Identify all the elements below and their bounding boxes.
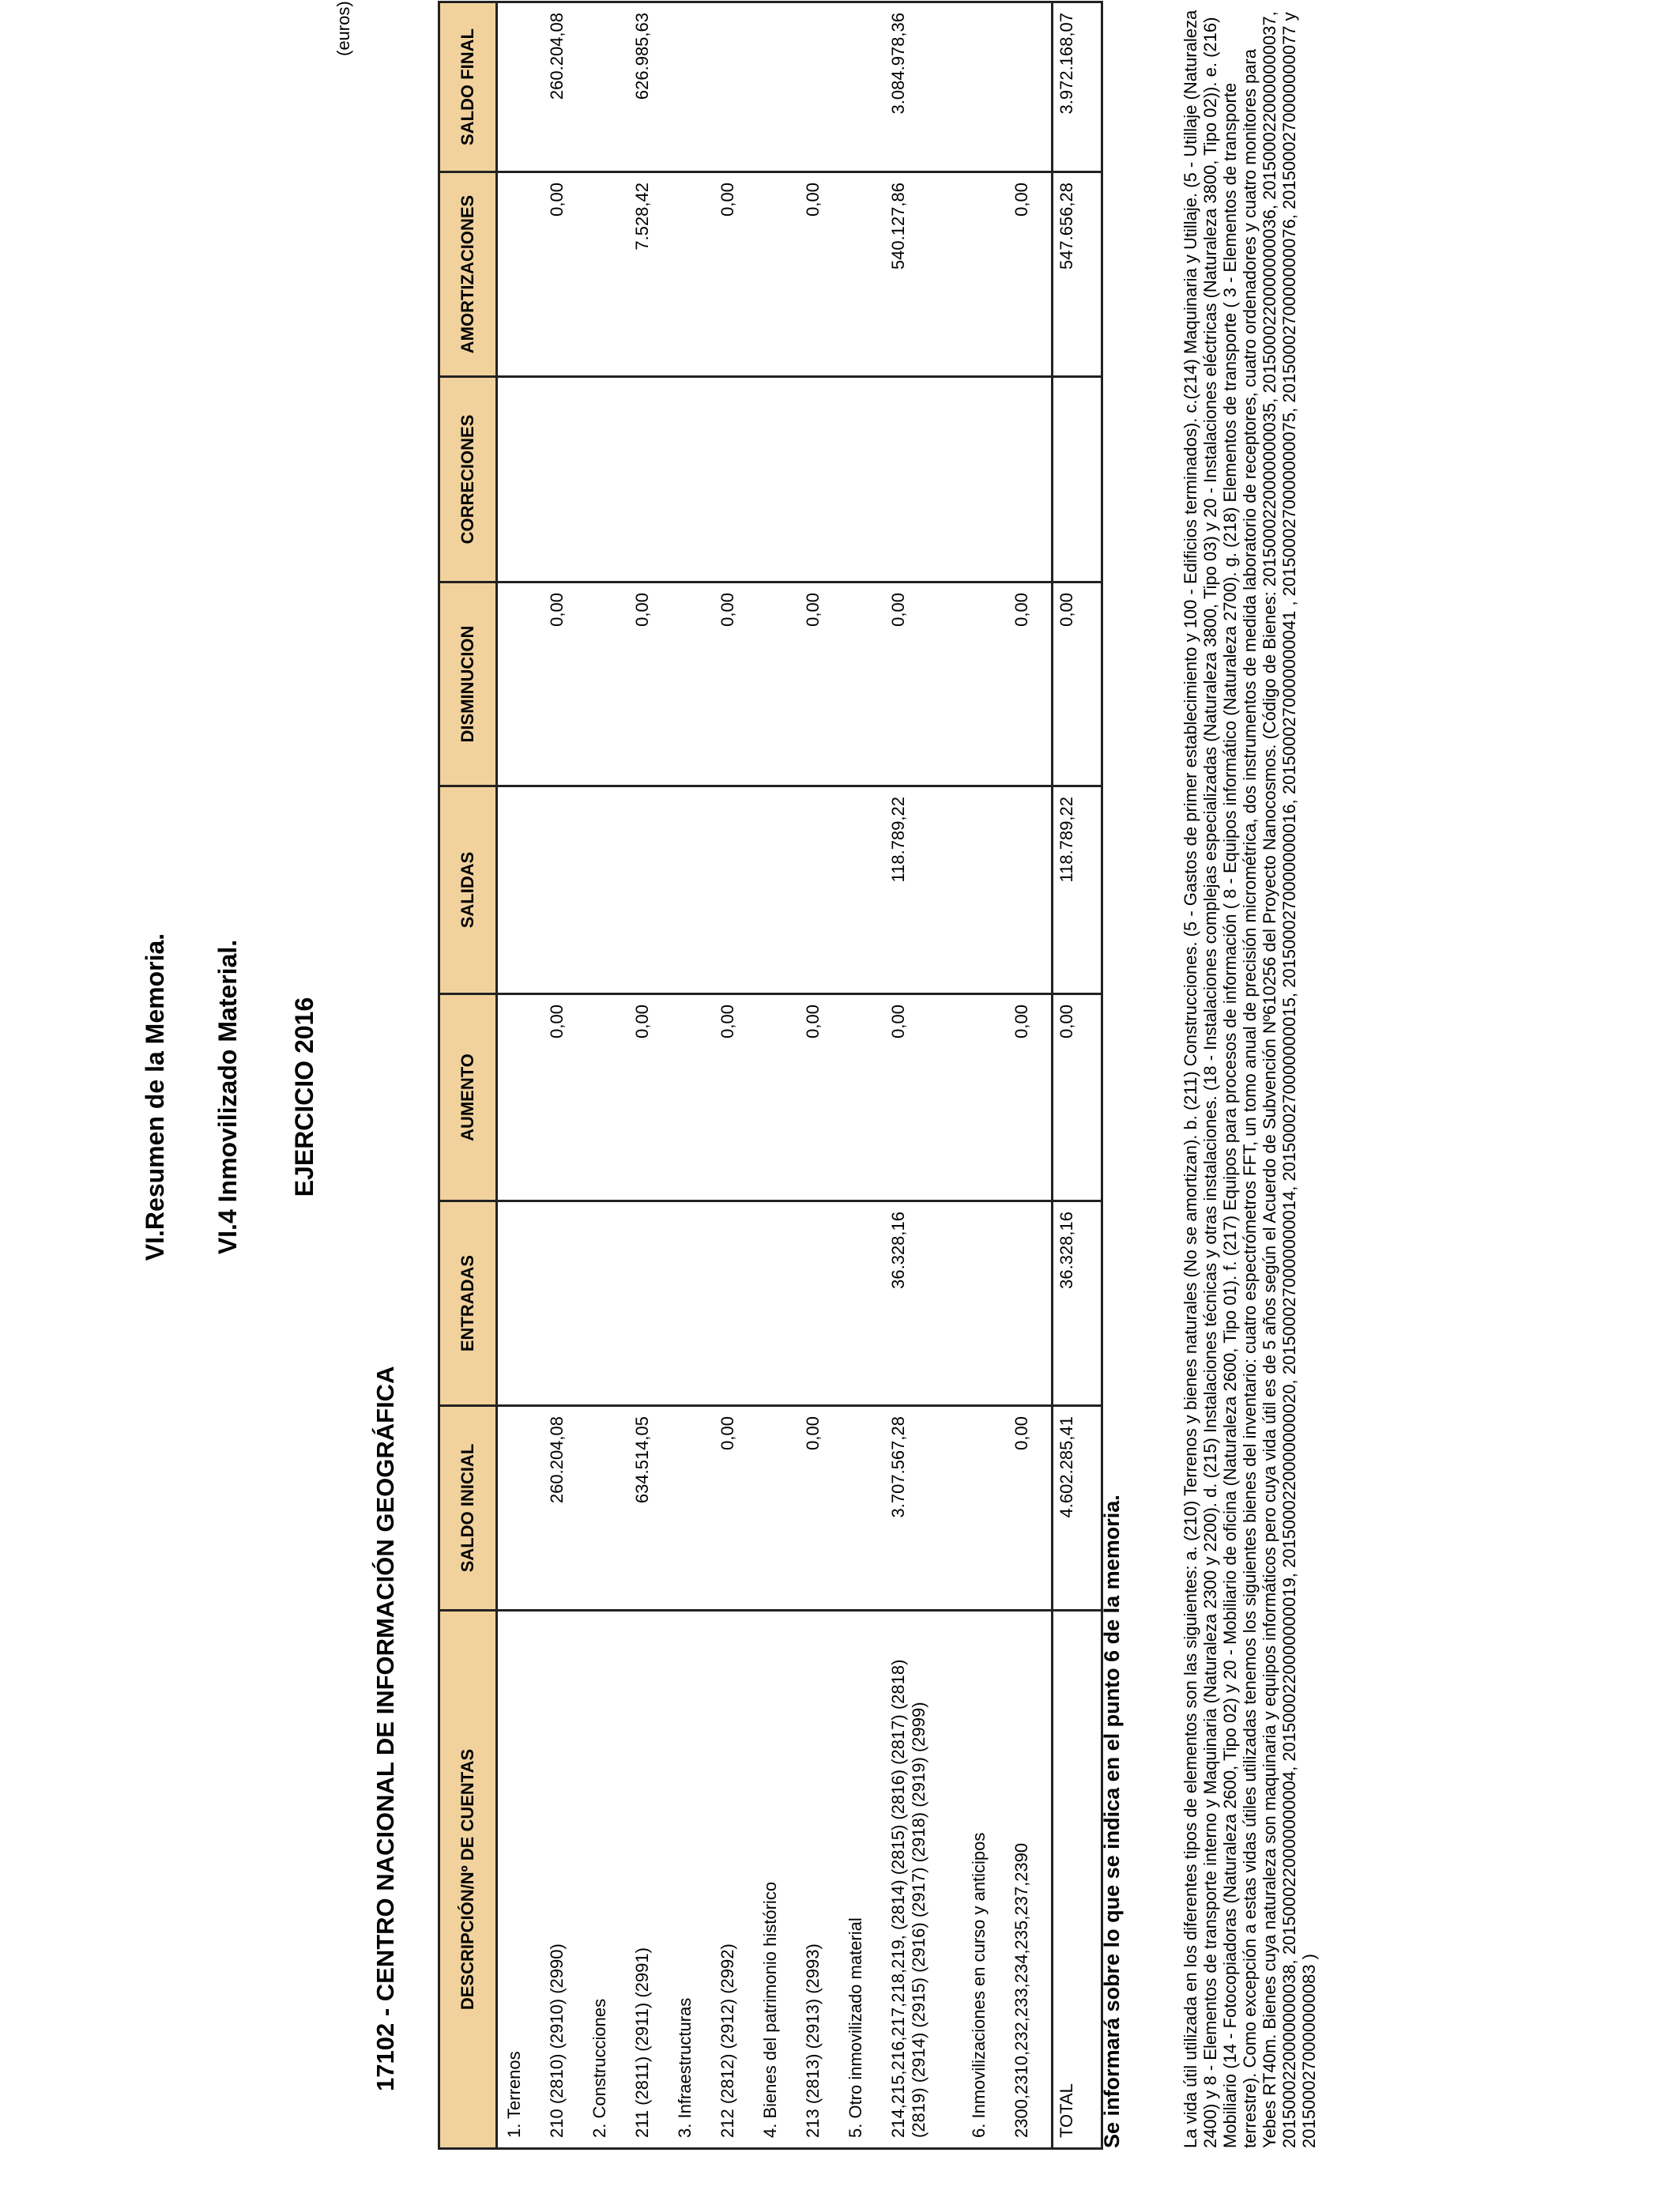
account-description-cell: 210 (2810) (2910) (2990) bbox=[544, 1611, 586, 2149]
amount-cell: 0,00 bbox=[800, 582, 842, 786]
amount-cell bbox=[586, 377, 629, 582]
amount-cell bbox=[842, 582, 885, 786]
amount-cell bbox=[757, 1201, 800, 1406]
amount-cell bbox=[800, 786, 842, 994]
amount-cell bbox=[497, 172, 544, 377]
amount-cell bbox=[672, 2, 714, 172]
amount-cell: 3.084.978,36 bbox=[885, 2, 966, 172]
amount-cell bbox=[672, 994, 714, 1201]
amount-cell bbox=[757, 1406, 800, 1611]
amount-cell bbox=[757, 2, 800, 172]
amount-cell bbox=[842, 786, 885, 994]
amount-cell bbox=[714, 786, 757, 994]
amount-cell bbox=[586, 994, 629, 1201]
amount-cell: 547.656,28 bbox=[1053, 172, 1102, 377]
amount-cell: 7.528,42 bbox=[629, 172, 672, 377]
amount-cell bbox=[842, 1201, 885, 1406]
amount-cell bbox=[586, 2, 629, 172]
amount-cell bbox=[672, 172, 714, 377]
amount-cell bbox=[757, 172, 800, 377]
amount-cell: 36.328,16 bbox=[1053, 1201, 1102, 1406]
column-header: SALDO FINAL bbox=[439, 2, 497, 172]
amount-cell bbox=[1008, 786, 1053, 994]
amount-cell bbox=[672, 582, 714, 786]
amount-cell bbox=[842, 377, 885, 582]
amount-cell: 0,00 bbox=[714, 172, 757, 377]
table-row bbox=[842, 2, 885, 2149]
amount-cell bbox=[966, 994, 1008, 1201]
column-header: CORRECIONES bbox=[439, 377, 497, 582]
amount-cell bbox=[497, 1406, 544, 1611]
column-header: AMORTIZACIONES bbox=[439, 172, 497, 377]
amount-cell bbox=[672, 1406, 714, 1611]
amount-cell bbox=[1053, 377, 1102, 582]
amount-cell: 626.985,63 bbox=[629, 2, 672, 172]
table-row bbox=[1008, 2, 1053, 2149]
account-description-cell: 213 (2813) (2913) (2993) bbox=[800, 1611, 842, 2149]
amount-cell: 0,00 bbox=[714, 582, 757, 786]
account-description-cell: 212 (2812) (2912) (2992) bbox=[714, 1611, 757, 2149]
amount-cell bbox=[586, 172, 629, 377]
table-row bbox=[800, 2, 842, 2149]
column-header: SALIDAS bbox=[439, 786, 497, 994]
amount-cell: 260.204,08 bbox=[544, 2, 586, 172]
account-description-cell: 2300,2310,232,233,234,235,237,2390 bbox=[1008, 1611, 1053, 2149]
amount-cell bbox=[714, 1201, 757, 1406]
table-row bbox=[966, 2, 1008, 2149]
amount-cell: 0,00 bbox=[1008, 1406, 1053, 1611]
amount-cell: 0,00 bbox=[544, 582, 586, 786]
table-row bbox=[714, 2, 757, 2149]
table-row bbox=[885, 2, 966, 2149]
amount-cell bbox=[842, 2, 885, 172]
amount-cell bbox=[966, 377, 1008, 582]
amount-cell bbox=[966, 1201, 1008, 1406]
memory-note: Se informará sobre lo que se indica en el punto 6 de la memoria. bbox=[1100, 1495, 1124, 2148]
amount-cell bbox=[842, 1406, 885, 1611]
account-description-cell: 4. Bienes del patrimonio histórico bbox=[757, 1611, 800, 2149]
column-header: ENTRADAS bbox=[439, 1201, 497, 1406]
account-description-cell: 211 (2811) (2911) (2991) bbox=[629, 1611, 672, 2149]
amount-cell bbox=[757, 786, 800, 994]
amount-cell bbox=[966, 2, 1008, 172]
column-header: AUMENTO bbox=[439, 994, 497, 1201]
account-description-cell: TOTAL bbox=[1053, 1611, 1102, 2149]
amount-cell bbox=[672, 377, 714, 582]
column-header: DESCRIPCIÓN/Nº DE CUENTAS bbox=[439, 1611, 497, 2149]
account-description-cell: 214,215,216,217,218,219, (2814) (2815) (2816) (2817) (2818) (2819) (2914) (2915) (2916) (2917) (2918) (2919) (2999) bbox=[885, 1611, 966, 2149]
amount-cell bbox=[1008, 1201, 1053, 1406]
currency-unit: (euros) bbox=[333, 1, 353, 56]
fiscal-year-title: EJERCICIO 2016 bbox=[290, 997, 318, 1197]
amount-cell bbox=[757, 994, 800, 1201]
section-title: VI.4 Inmovilizado Material. bbox=[213, 939, 242, 1255]
amount-cell: 260.204,08 bbox=[544, 1406, 586, 1611]
amount-cell: 0,00 bbox=[800, 172, 842, 377]
table-row bbox=[672, 2, 714, 2149]
amount-cell: 0,00 bbox=[544, 172, 586, 377]
amount-cell: 118.789,22 bbox=[885, 786, 966, 994]
amount-cell: 0,00 bbox=[885, 582, 966, 786]
report-title: VI.Resumen de la Memoria. bbox=[141, 933, 169, 1261]
account-description-cell: 5. Otro inmovilizado material bbox=[842, 1611, 885, 2149]
amount-cell bbox=[586, 1201, 629, 1406]
amount-cell: 36.328,16 bbox=[885, 1201, 966, 1406]
amount-cell: 0,00 bbox=[885, 994, 966, 1201]
column-header: SALDO INICIAL bbox=[439, 1406, 497, 1611]
amount-cell bbox=[586, 786, 629, 994]
amount-cell bbox=[629, 1201, 672, 1406]
amount-cell: 0,00 bbox=[1008, 172, 1053, 377]
amount-cell bbox=[629, 786, 672, 994]
amount-cell bbox=[497, 994, 544, 1201]
total-row bbox=[1053, 2, 1102, 2149]
amount-cell: 118.789,22 bbox=[1053, 786, 1102, 994]
amount-cell bbox=[544, 786, 586, 994]
amount-cell bbox=[497, 786, 544, 994]
entity-name: 17102 - CENTRO NACIONAL DE INFORMACIÓN GEOGRÁFICA bbox=[371, 1366, 399, 2091]
amount-cell: 4.602.285,41 bbox=[1053, 1406, 1102, 1611]
amount-cell bbox=[544, 1201, 586, 1406]
account-description-cell: 3. Infraestructuras bbox=[672, 1611, 714, 2149]
amount-cell bbox=[757, 377, 800, 582]
amount-cell bbox=[966, 786, 1008, 994]
amount-cell bbox=[1008, 2, 1053, 172]
amount-cell: 0,00 bbox=[629, 582, 672, 786]
account-description-cell: 2. Construcciones bbox=[586, 1611, 629, 2149]
table-row bbox=[586, 2, 629, 2149]
amount-cell bbox=[800, 377, 842, 582]
amount-cell bbox=[800, 2, 842, 172]
amount-cell: 0,00 bbox=[714, 1406, 757, 1611]
amount-cell bbox=[586, 582, 629, 786]
table-row bbox=[629, 2, 672, 2149]
amount-cell bbox=[497, 377, 544, 582]
amount-cell bbox=[800, 1201, 842, 1406]
amount-cell: 0,00 bbox=[1008, 582, 1053, 786]
account-description-cell: 1. Terrenos bbox=[497, 1611, 544, 2149]
amount-cell bbox=[714, 377, 757, 582]
useful-life-footnote: La vida útil utilizada en los diferentes tipos de elementos son las siguientes: a. (210) Terrenos y bienes naturales (No se amortizan). b. (211) Construcciones. (5 - Gastos de primer establecimiento y 100 - Edificios terminados). c.(214) Maquinaria y Utillaje. (5 - Utillaje (Naturaleza 2400) y 8 - Elementos de transporte interno y Maquinaria (Naturaleza 2300 y 2200). d. (215) Instalaciones técnicas y otras instalaciones. (18 - Instalaciones complejas especializadas (Naturaleza 3800, Tipo 03) y 20 - Instalaciones eléctricas (Naturaleza 3800, Tipo 02)). e. (216) Mobiliario (14 - Fotocopiadoras (Naturaleza 2600, Tipo 02) y 20 - Mobiliario de oficina (Naturaleza 2600, Tipo 01). f. (217) Equipos para procesos de información ( 8 - Equipos informático (Naturaleza 2700). g. (218) Elementos de transporte ( 3 - Elementos de transporte terrestre). Como excepción a estas vidas útiles utilizadas tenemos los siguientes bienes del inventario: cuatro espectrómetros FFT, un tomo anual de precisión micrométrica, dos instrumentos de medida laboratorio de receptores, cuatro ordenadores y cuatro monitores para Yebes RT40m. Bienes cuya naturaleza son maquinaria y equipos informáticos pero cuya vida útil es de 5 años según el Acuerdo de Subvención Nº610256 del Proyecto Nanocosmos. (Código de Bienes: 2015000220000000035, 2015000220000000036, 2015000220000000037, 2015000220000000038, 2015000220000000004, 2015000220000000019, 2015000220000000020, 2015000270000000014, 2015000270000000015, 2015000270000000016, 2015000270000000041 , 2015000270000000075, 2015000270000000076, 2015000270000000077 y 2015000270000000083 ) bbox=[1181, 9, 1319, 2148]
amount-cell: 0,00 bbox=[800, 994, 842, 1201]
amount-cell bbox=[544, 377, 586, 582]
table-row bbox=[544, 2, 586, 2149]
amount-cell bbox=[1008, 377, 1053, 582]
amount-cell: 3.707.567,28 bbox=[885, 1406, 966, 1611]
column-header: DISMINUCION bbox=[439, 582, 497, 786]
amount-cell bbox=[757, 582, 800, 786]
amount-cell bbox=[714, 2, 757, 172]
amount-cell bbox=[885, 377, 966, 582]
account-description-cell: 6. Inmovilizaciones en curso y anticipos bbox=[966, 1611, 1008, 2149]
table-row bbox=[757, 2, 800, 2149]
amount-cell: 540.127,86 bbox=[885, 172, 966, 377]
amount-cell: 3.972.168,07 bbox=[1053, 2, 1102, 172]
amount-cell bbox=[629, 377, 672, 582]
amount-cell bbox=[842, 172, 885, 377]
amount-cell bbox=[966, 582, 1008, 786]
amount-cell: 0,00 bbox=[1008, 994, 1053, 1201]
amount-cell bbox=[842, 994, 885, 1201]
amount-cell bbox=[586, 1406, 629, 1611]
table-row bbox=[497, 2, 544, 2149]
amount-cell bbox=[497, 582, 544, 786]
amount-cell bbox=[497, 2, 544, 172]
amount-cell: 634.514,05 bbox=[629, 1406, 672, 1611]
amount-cell bbox=[497, 1201, 544, 1406]
fixed-assets-table bbox=[438, 1, 1103, 2150]
table-header-row bbox=[439, 2, 497, 2149]
amount-cell: 0,00 bbox=[544, 994, 586, 1201]
amount-cell: 0,00 bbox=[800, 1406, 842, 1611]
amount-cell: 0,00 bbox=[1053, 994, 1102, 1201]
amount-cell bbox=[672, 1201, 714, 1406]
amount-cell: 0,00 bbox=[629, 994, 672, 1201]
amount-cell bbox=[966, 1406, 1008, 1611]
amount-cell bbox=[672, 786, 714, 994]
amount-cell bbox=[966, 172, 1008, 377]
amount-cell: 0,00 bbox=[1053, 582, 1102, 786]
amount-cell: 0,00 bbox=[714, 994, 757, 1201]
